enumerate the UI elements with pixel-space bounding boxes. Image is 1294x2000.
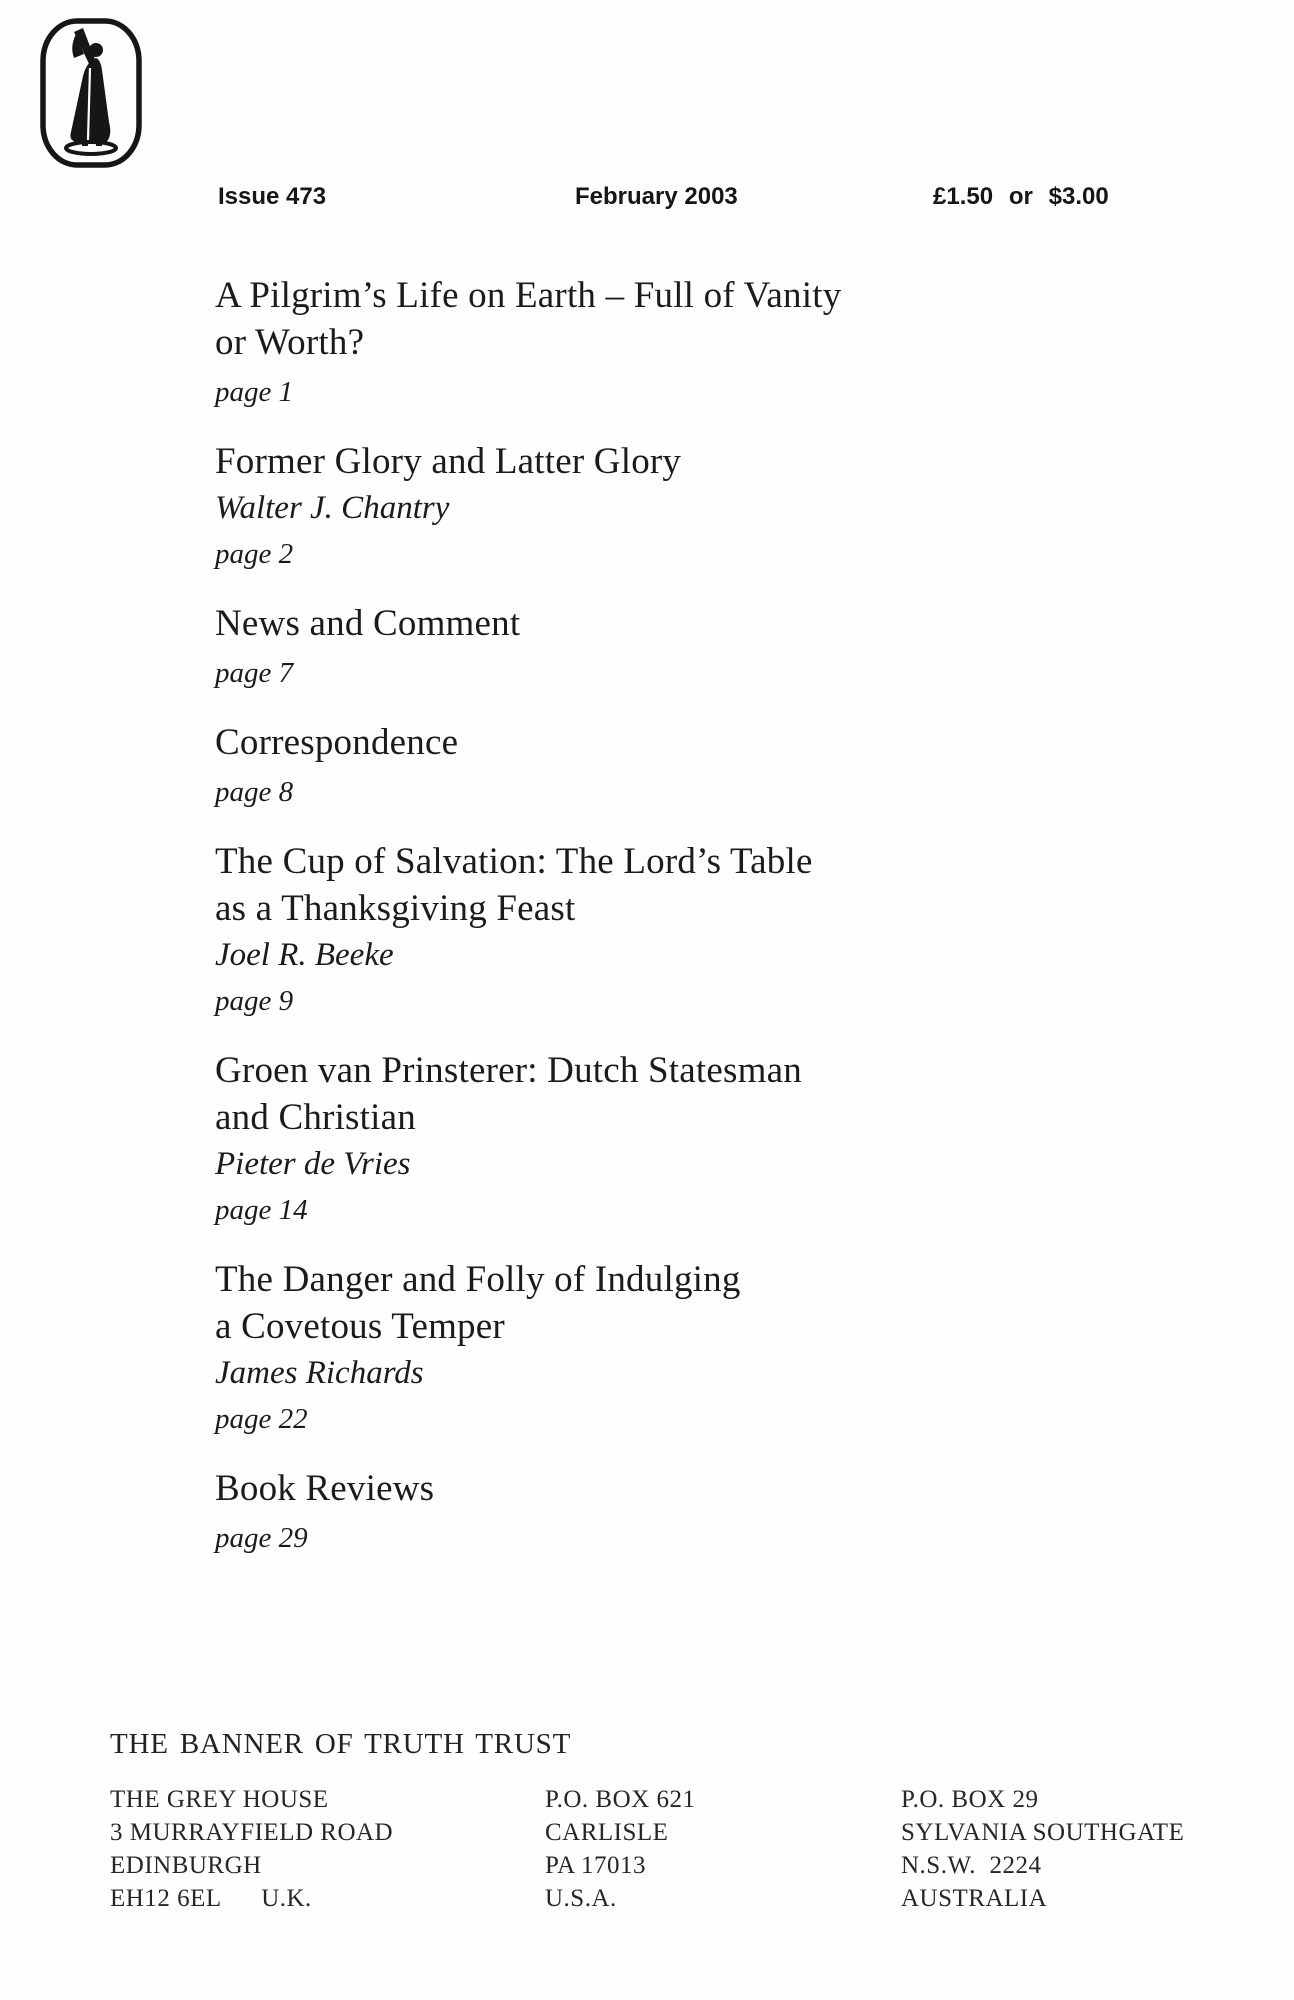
address-line: U.S.A. (545, 1885, 617, 1912)
issue-date: February 2003 (575, 183, 738, 210)
address-line: EH12 6EL U.K. (110, 1885, 312, 1912)
toc-entry (215, 438, 1075, 571)
address-line: SYLVANIA SOUTHGATE (901, 1819, 1185, 1846)
toc-entry (215, 272, 1075, 409)
publisher-name: THE BANNER OF TRUTH TRUST (110, 1728, 572, 1760)
table-of-contents (215, 272, 1075, 1584)
toc-title-line: The Cup of Salvation: The Lord’s Table (215, 841, 813, 882)
toc-title-line: Book Reviews (215, 1468, 435, 1509)
toc-entry (215, 838, 1075, 1018)
issue-price: £1.50 or $3.00 (933, 183, 1109, 210)
toc-entry (215, 1256, 1075, 1436)
toc-page-ref: page 2 (215, 538, 294, 570)
address-line: EDINBURGH (110, 1852, 262, 1879)
toc-page-ref: page 14 (215, 1194, 308, 1226)
toc-page-ref: page 8 (215, 776, 294, 808)
address-uk (110, 1783, 545, 1915)
toc-entry (215, 1465, 1075, 1555)
issue-number: Issue 473 (218, 183, 327, 210)
toc-title-line: Former Glory and Latter Glory (215, 441, 682, 482)
address-line: CARLISLE (545, 1819, 669, 1846)
toc-title-line: A Pilgrim’s Life on Earth – Full of Vanity (215, 275, 842, 316)
toc-author: Joel R. Beeke (215, 937, 394, 973)
toc-entry (215, 1047, 1075, 1227)
address-line: 3 MURRAYFIELD ROAD (110, 1819, 394, 1846)
toc-entry (215, 719, 1075, 809)
toc-title-line: a Covetous Temper (215, 1306, 505, 1347)
toc-page-ref: page 7 (215, 657, 294, 689)
address-usa (545, 1783, 901, 1915)
toc-title-line: and Christian (215, 1097, 416, 1138)
publisher-block (110, 1728, 1240, 1915)
toc-author: James Richards (215, 1355, 424, 1391)
address-line: AUSTRALIA (901, 1885, 1048, 1912)
toc-page-ref: page 1 (215, 376, 294, 408)
address-line: N.S.W. 2224 (901, 1852, 1042, 1879)
address-line: THE GREY HOUSE (110, 1786, 329, 1813)
toc-page-ref: page 29 (215, 1522, 308, 1554)
toc-title-line: Correspondence (215, 722, 459, 763)
toc-page-ref: page 9 (215, 985, 294, 1017)
toc-title-line: Groen van Prinsterer: Dutch Statesman (215, 1050, 802, 1091)
toc-title-line: or Worth? (215, 322, 365, 363)
toc-title-line: The Danger and Folly of Indulging (215, 1259, 741, 1300)
preacher-icon (38, 16, 144, 170)
toc-entry (215, 600, 1075, 690)
toc-title-line: News and Comment (215, 603, 521, 644)
address-line: P.O. BOX 621 (545, 1786, 696, 1813)
publisher-addresses (110, 1783, 1240, 1915)
toc-author: Pieter de Vries (215, 1146, 411, 1182)
banner-of-truth-logo (38, 16, 144, 170)
toc-page-ref: page 22 (215, 1403, 308, 1435)
address-line: P.O. BOX 29 (901, 1786, 1039, 1813)
toc-author: Walter J. Chantry (215, 490, 450, 526)
toc-title-line: as a Thanksgiving Feast (215, 888, 576, 929)
address-australia (901, 1783, 1184, 1915)
address-line: PA 17013 (545, 1852, 647, 1879)
